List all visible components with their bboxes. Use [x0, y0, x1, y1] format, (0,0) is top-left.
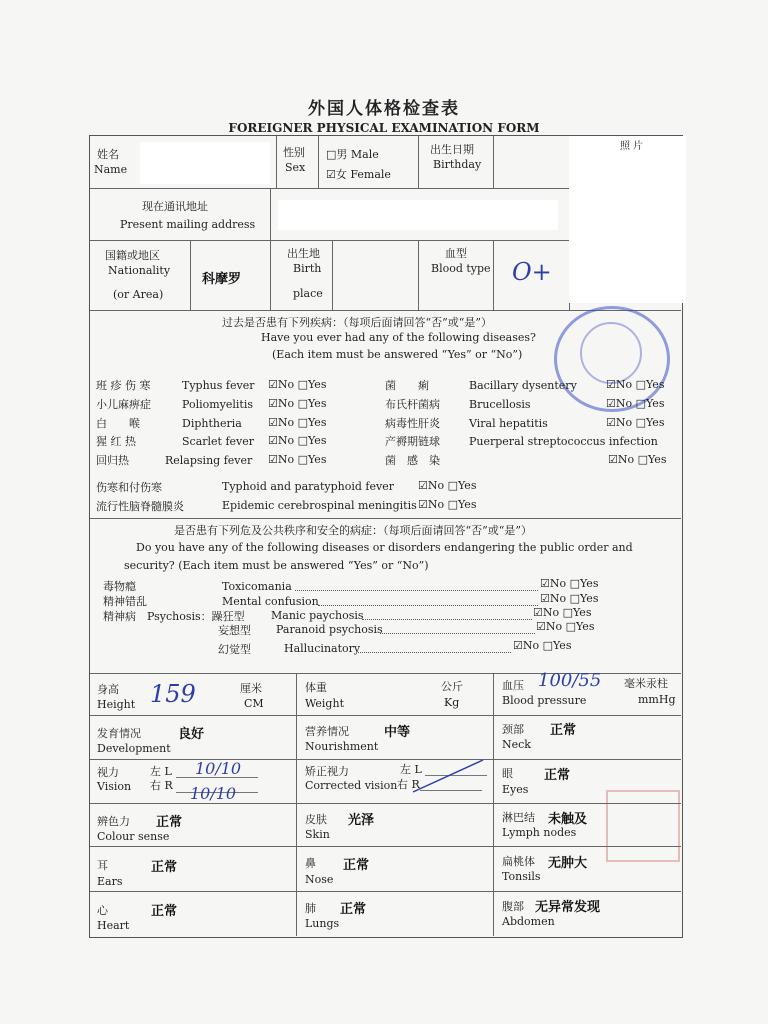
nourishment-label-en: Nourishment	[305, 740, 379, 753]
name-redacted	[140, 142, 270, 184]
diseases1-question-en2: (Each item must be answered “Yes” or “No”)	[272, 348, 523, 361]
disease-left-en: Relapsing fever	[165, 454, 253, 467]
disease-right-cn: 产褥期链球	[385, 435, 440, 448]
bp-label-cn: 血压	[502, 679, 524, 692]
nationality-value: 科摩罗	[202, 272, 242, 287]
sex-label-en: Sex	[285, 161, 306, 174]
disease-left-cn: 猩 红 热	[96, 435, 136, 448]
lungs-label-en: Lungs	[305, 917, 340, 930]
sex-female-option: ☑女 Female	[326, 168, 391, 181]
bloodtype-label-en: Blood type	[431, 262, 491, 275]
tonsils-value: 无肿大	[548, 856, 588, 871]
lungs-label-cn: 肺	[305, 902, 316, 915]
disease-right-answer: ☑No □Yes	[606, 397, 665, 410]
eyes-value: 正常	[544, 768, 571, 783]
bp-unit-cn: 毫米汞柱	[624, 677, 668, 690]
birthplace-label-en2: place	[293, 287, 323, 300]
nationality-label-en: Nationality	[108, 264, 171, 277]
weight-unit-cn: 公斤	[441, 680, 463, 693]
vision-right-label: 右 R	[150, 779, 173, 792]
corrected-left-label: 左 L	[400, 763, 422, 776]
name-label-en: Name	[94, 163, 128, 176]
psy-confusion-en: Mental confusion	[222, 595, 319, 608]
disease-right-en: Brucellosis	[469, 398, 531, 411]
nose-label-cn: 鼻	[305, 857, 316, 870]
disease-left-en: Typhus fever	[182, 379, 255, 392]
colour-sense-value: 正常	[156, 815, 183, 830]
lymph-label-en: Lymph nodes	[502, 826, 577, 839]
disease-left-answer: ☑No □Yes	[268, 416, 327, 429]
disease-meningitis-cn: 流行性脑脊髓膜炎	[96, 500, 184, 513]
bp-value: 100/55	[538, 670, 602, 691]
psy-confusion-answer: ☑No □Yes	[540, 592, 599, 605]
weight-label-en: Weight	[305, 697, 344, 710]
birthday-label-cn: 出生日期	[430, 143, 474, 156]
disease-right-en: Viral hepatitis	[469, 417, 548, 430]
skin-label-cn: 皮肤	[305, 813, 327, 826]
heart-value: 正常	[151, 904, 178, 919]
psy-manic-answer: ☑No □Yes	[533, 606, 592, 619]
disease-right-en: Puerperal streptococcus infection	[469, 435, 658, 448]
address-redacted	[278, 200, 558, 230]
form-title-en: FOREIGNER PHYSICAL EXAMINATION FORM	[228, 121, 540, 135]
disease-left-cn: 班 疹 伤 寒	[96, 379, 151, 392]
disease-right-answer: ☑No □Yes	[606, 416, 665, 429]
lymph-value: 未触及	[548, 812, 588, 827]
ears-value: 正常	[151, 860, 178, 875]
abdomen-label-en: Abdomen	[502, 915, 555, 928]
psy-manic-en: Manic paychosis	[271, 609, 364, 622]
development-label-en: Development	[97, 742, 171, 755]
lymph-label-cn: 淋巴结	[502, 811, 535, 824]
disease-left-answer: ☑No □Yes	[268, 378, 327, 391]
skin-value: 光泽	[348, 813, 375, 828]
lungs-value: 正常	[340, 902, 367, 917]
bp-unit-en: mmHg	[638, 693, 676, 706]
development-value: 良好	[178, 727, 205, 742]
bp-label-en: Blood pressure	[502, 694, 587, 707]
corrected-right-label: 右 R	[397, 778, 420, 791]
psy-toxicomania-cn: 毒物瘾	[103, 580, 136, 593]
bloodtype-label-cn: 血型	[445, 247, 467, 260]
disease-left-en: Scarlet fever	[182, 435, 255, 448]
abdomen-value: 无异常发现	[535, 900, 601, 915]
diseases2-question-cn: 是否患有下列危及公共秩序和安全的病症：（每项后面请回答“否”或“是”）	[174, 524, 532, 537]
neck-label-en: Neck	[502, 738, 531, 751]
abdomen-label-cn: 腹部	[502, 900, 524, 913]
corrected-vision-label-cn: 矫正视力	[305, 765, 349, 778]
disease-typhoid-answer: ☑No □Yes	[418, 479, 477, 492]
eyes-label-en: Eyes	[502, 783, 529, 796]
diseases1-question-cn: 过去是否患有下列疾病：（每项后面请回答“否”或“是”）	[222, 316, 492, 329]
height-label-en: Height	[97, 698, 136, 711]
disease-right-answer: ☑No □Yes	[608, 453, 667, 466]
psy-toxicomania-en: Toxicomania	[222, 580, 292, 593]
psy-paranoid-answer: ☑No □Yes	[536, 620, 595, 633]
bloodtype-value: O+	[512, 258, 552, 286]
nationality-label-cn: 国籍或地区	[105, 249, 160, 262]
address-label-cn: 现在通讯地址	[142, 200, 208, 213]
vision-label-en: Vision	[97, 780, 132, 793]
colour-sense-label-en: Colour sense	[97, 830, 170, 843]
disease-right-cn: 菌 感 染	[385, 454, 440, 467]
heart-label-cn: 心	[97, 904, 108, 917]
nourishment-value: 中等	[384, 725, 411, 740]
psy-hallucinatory-answer: ☑No □Yes	[513, 639, 572, 652]
nose-label-en: Nose	[305, 873, 334, 886]
colour-sense-label-cn: 辨色力	[97, 815, 130, 828]
psy-hallucinatory-en: Hallucinatory	[284, 642, 361, 655]
disease-right-answer: ☑No □Yes	[606, 378, 665, 391]
skin-label-en: Skin	[305, 828, 330, 841]
height-unit-en: CM	[244, 697, 264, 710]
corrected-vision-strike	[408, 756, 488, 796]
nose-value: 正常	[343, 858, 370, 873]
disease-left-cn: 小儿麻痹症	[96, 398, 151, 411]
disease-right-cn: 病毒性肝炎	[385, 417, 440, 430]
disease-right-en: Bacillary dysentery	[469, 379, 577, 392]
disease-left-en: Diphtheria	[182, 417, 242, 430]
heart-label-en: Heart	[97, 919, 130, 932]
diseases2-question-en2: security? (Each item must be answered “Yes” or “No”)	[124, 559, 429, 572]
disease-left-answer: ☑No □Yes	[268, 453, 327, 466]
address-label-en: Present mailing address	[120, 218, 256, 231]
neck-value: 正常	[550, 723, 577, 738]
disease-left-cn: 白 喉	[96, 417, 140, 430]
psy-paranoid-en: Paranoid psychosis	[276, 623, 383, 636]
psy-manic-cn: 精神病 Psychosis：躁狂型	[103, 610, 245, 623]
psy-hallucinatory-cn: 幻觉型	[218, 643, 251, 656]
tonsils-label-cn: 扁桃体	[502, 855, 535, 868]
vision-right-value: 10/10	[190, 784, 237, 803]
psy-toxicomania-answer: ☑No □Yes	[540, 577, 599, 590]
birthplace-label-en: Birth	[293, 262, 322, 275]
height-label-cn: 身高	[97, 683, 119, 696]
sex-label-cn: 性别	[283, 146, 305, 159]
height-unit-cn: 厘米	[240, 682, 262, 695]
nationality-area-label: (or Area)	[113, 288, 164, 301]
neck-label-cn: 颈部	[502, 723, 524, 736]
photo-area	[569, 136, 686, 303]
sex-male-option: □男 Male	[326, 148, 379, 161]
vision-left-label: 左 L	[150, 765, 172, 778]
disease-left-cn: 回归热	[96, 454, 129, 467]
form-title-cn: 外国人体格检查表	[308, 99, 460, 119]
weight-unit-en: Kg	[444, 696, 460, 709]
disease-meningitis-en: Epidemic cerebrospinal meningitis	[222, 499, 417, 512]
psy-confusion-cn: 精神错乱	[103, 595, 147, 608]
diseases1-question-en: Have you ever had any of the following diseases?	[261, 331, 536, 344]
corrected-vision-label-en: Corrected vision	[305, 779, 398, 792]
vision-left-value: 10/10	[195, 759, 242, 778]
birthday-label-en: Birthday	[433, 158, 482, 171]
height-value: 159	[150, 680, 196, 708]
weight-label-cn: 体重	[305, 681, 327, 694]
official-stamp-inner	[580, 322, 642, 384]
development-label-cn: 发育情况	[97, 727, 141, 740]
ears-label-cn: 耳	[97, 859, 108, 872]
disease-left-en: Poliomyelitis	[182, 398, 254, 411]
diseases2-question-en: Do you have any of the following diseases or disorders endangering the public order and	[136, 541, 633, 554]
disease-left-answer: ☑No □Yes	[268, 434, 327, 447]
disease-right-cn: 布氏杆菌病	[385, 398, 440, 411]
disease-right-cn: 菌 痢	[385, 379, 429, 392]
disease-typhoid-en: Typhoid and paratyphoid fever	[222, 480, 394, 493]
red-seal	[606, 790, 680, 862]
tonsils-label-en: Tonsils	[502, 870, 541, 883]
photo-label: 照 片	[620, 141, 644, 152]
vision-label-cn: 视力	[97, 766, 119, 779]
disease-left-answer: ☑No □Yes	[268, 397, 327, 410]
name-label-cn: 姓名	[97, 148, 119, 161]
nourishment-label-cn: 营养情况	[305, 725, 349, 738]
disease-typhoid-cn: 伤寒和付伤寒	[96, 481, 162, 494]
ears-label-en: Ears	[97, 875, 123, 888]
psy-paranoid-cn: 妄想型	[218, 624, 251, 637]
birthplace-label-cn: 出生地	[287, 247, 320, 260]
eyes-label-cn: 眼	[502, 767, 513, 780]
disease-meningitis-answer: ☑No □Yes	[418, 498, 477, 511]
